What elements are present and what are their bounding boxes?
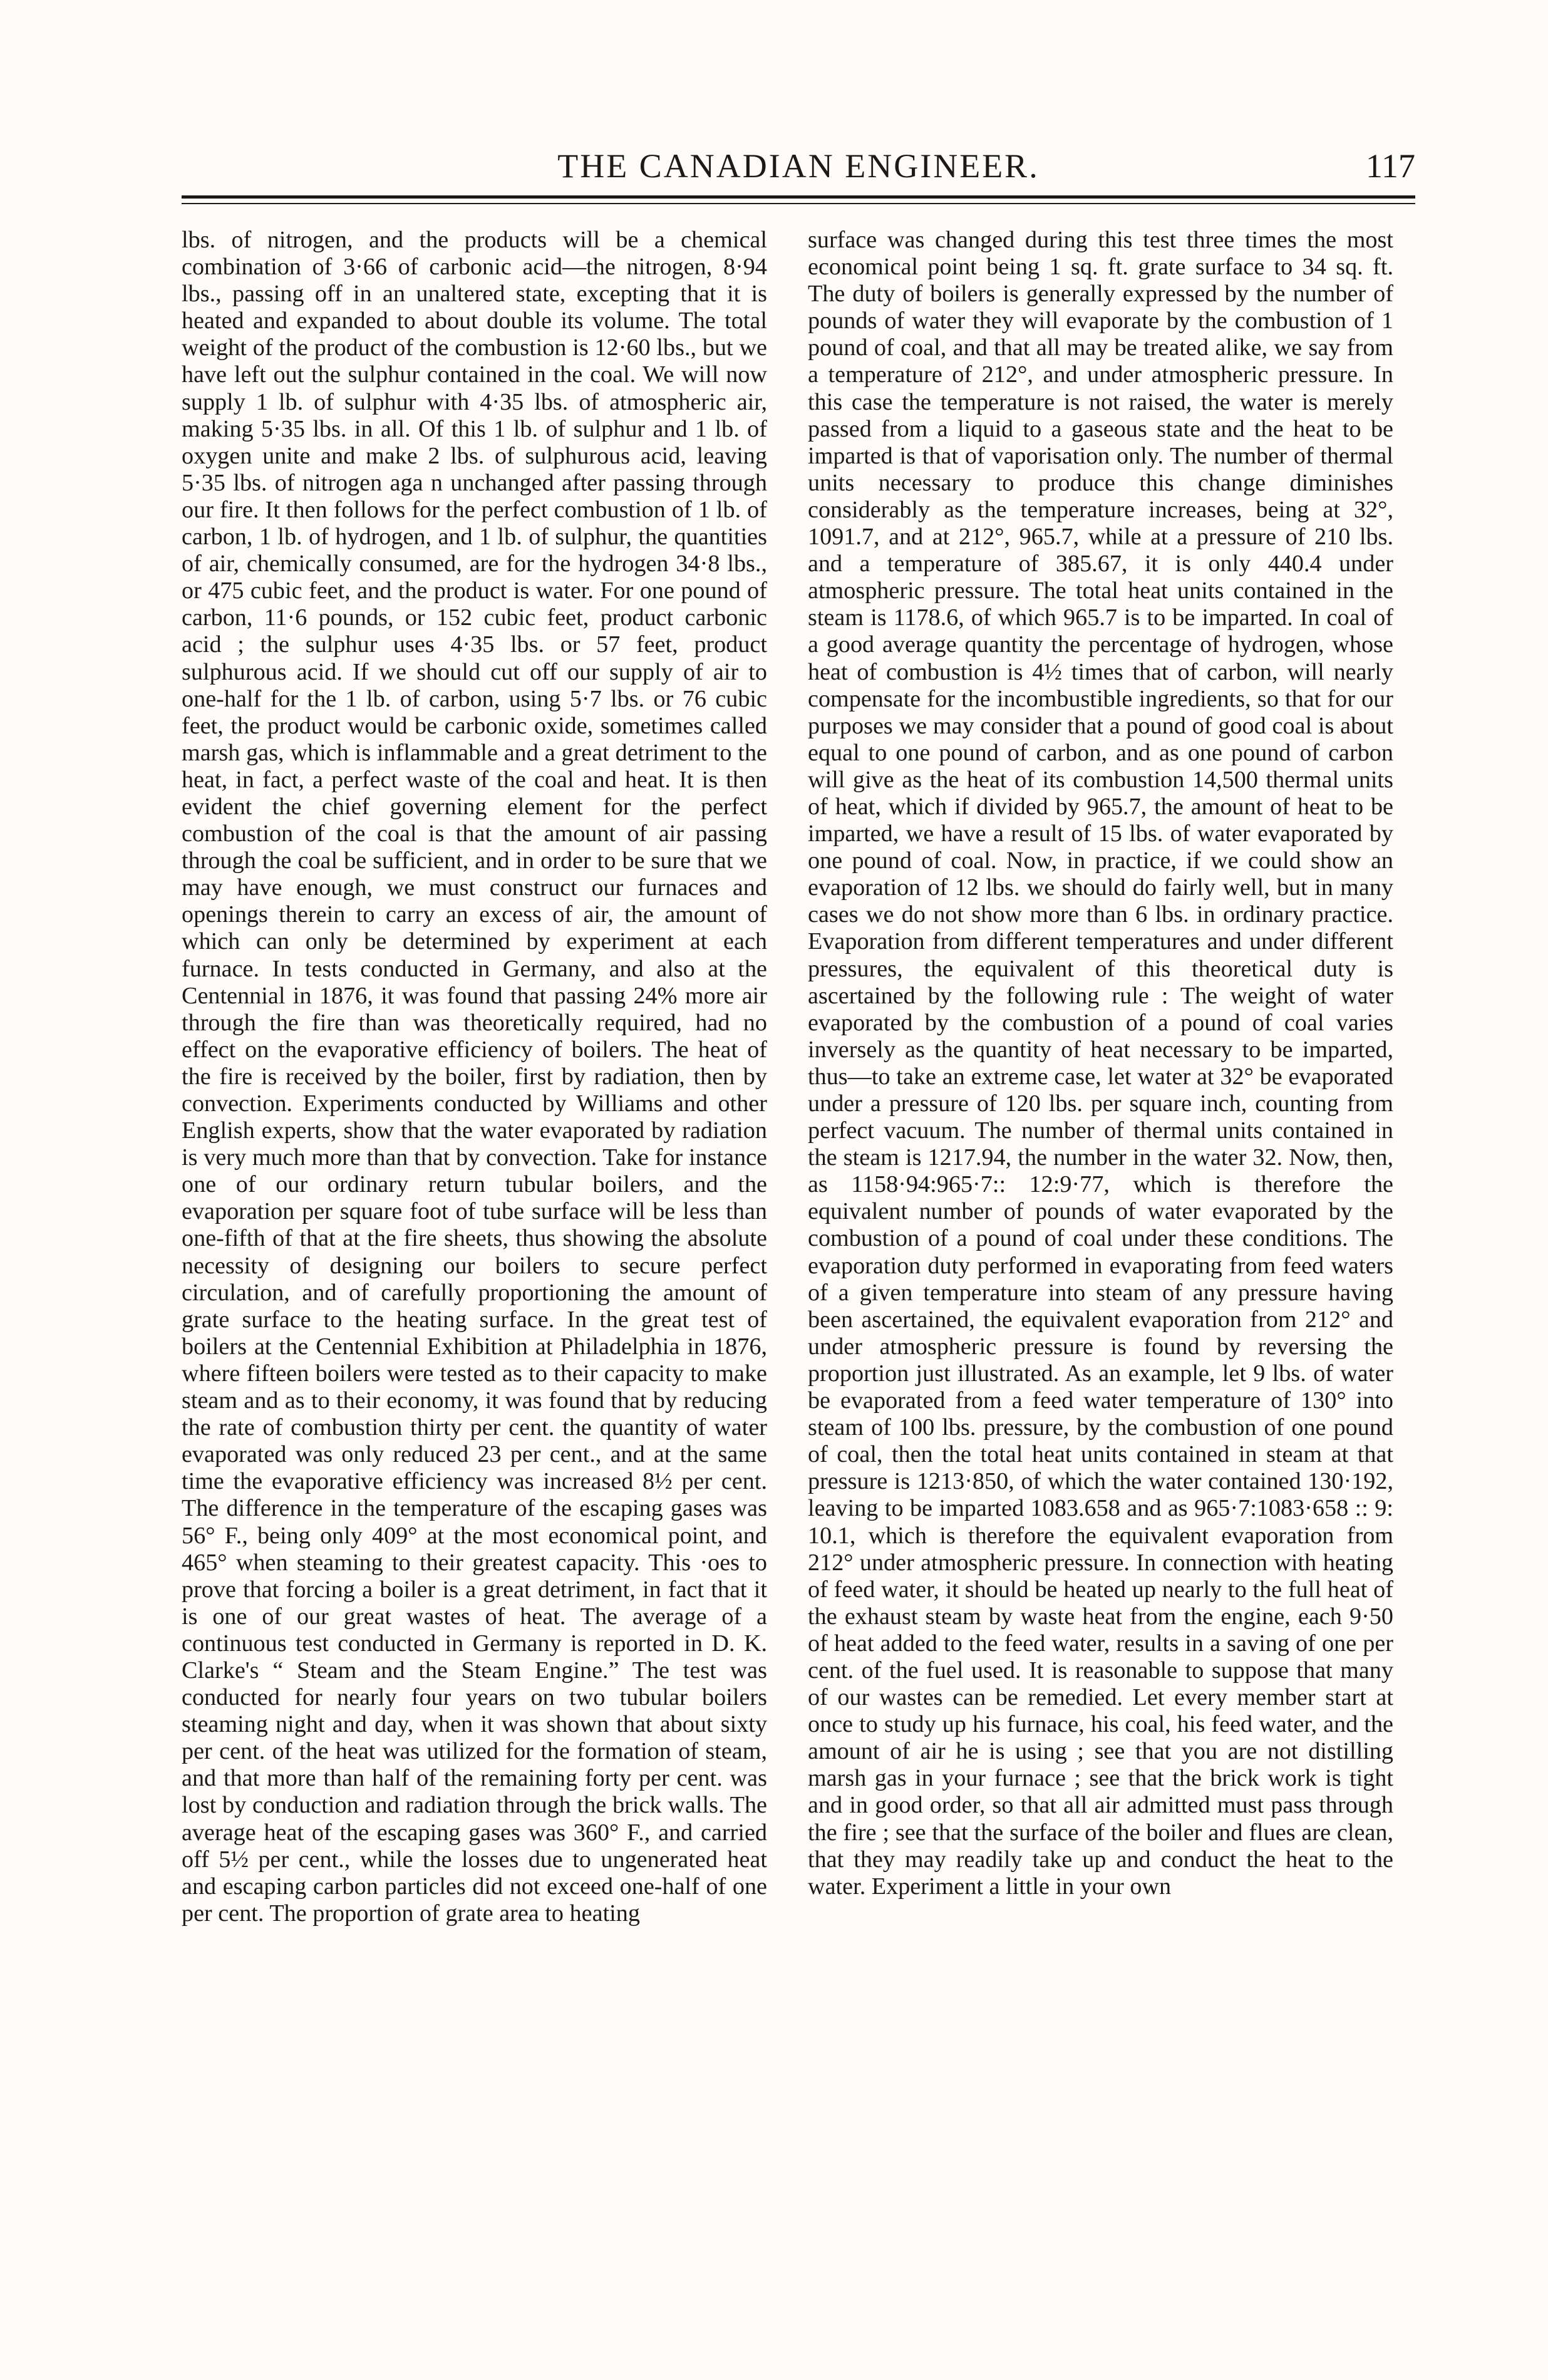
right-column — [808, 227, 1393, 2287]
page-header — [182, 144, 1415, 194]
page-number: 117 — [1366, 147, 1415, 185]
header-rule-thick — [182, 195, 1415, 199]
article-text-left: lbs. of nitrogen, and the products will be a chemical combination of 3·66 of carbonic acid—the nitrogen, 8·94 lbs., passing off in an unaltered state, excepting that it is heated and expanded to about double its volume. The total weight of the product of the combustion is 12·60 lbs., but we have left out the sulphur contained in the coal. We will now supply 1 lb. of sulphur with 4·35 lbs. of atmospheric air, making 5·35 lbs. in all. Of this 1 lb. of sulphur and 1 lb. of oxygen unite and make 2 lbs. of sulphurous acid, leaving 5·35 lbs. of nitrogen aga n unchanged after passing through our fire. It then follows for the perfect combustion of 1 lb. of carbon, 1 lb. of hydrogen, and 1 lb. of sulphur, the quantities of air, chemically consumed, are for the hydrogen 34·8 lbs., or 475 cubic feet, and the product is water. For one pound of carbon, 11·6 pounds, or 152 cubic feet, product carbonic acid ; the sulphur uses 4·35 lbs. or 57 feet, product sulphurous acid. If we should cut off our supply of air to one-half for the 1 lb. of carbon, using 5·7 lbs. or 76 cubic feet, the product would be carbonic oxide, sometimes called marsh gas, which is inflammable and a great detriment to the heat, in fact, a perfect waste of the coal and heat. It is then evident the chief governing element for the perfect combustion of the coal is that the amount of air passing through the coal be sufficient, and in order to be sure that we may have enough, we must construct our furnaces and openings therein to carry an excess of air, the amount of which can only be determined by experiment at each furnace. In tests conducted in Germany, and also at the Centennial in 1876, it was found that passing 24% more air through the fire than was theoretically required, had no effect on the evaporative efficiency of boilers. The heat of the fire is received by the boiler, first by radiation, then by convection. Experiments conducted by Williams and other English experts, show that the water evaporated by radiation is very much more than that by convection. Take for instance one of our ordinary return tubular boilers, and the evaporation per square foot of tube surface will be less than one-fifth of that at the fire sheets, thus showing the absolute necessity of designing our boilers to secure perfect circulation, and of carefully proportioning the amount of grate surface to the heating surface. In the great test of boilers at the Centennial Exhibition at Philadelphia in 1876, where fifteen boilers were tested as to their capacity to make steam and as to their economy, it was found that by reducing the rate of combustion thirty per cent. the quantity of water evaporated was only reduced 23 per cent., and at the same time the evaporative efficiency was increased 8½ per cent. The difference in the temperature of the escaping gases was 56° F., being only 409° at the most economical point, and 465° when steaming to their greatest capacity. This ·oes to prove that forcing a boiler is a great detriment, in fact that it is one of our great wastes of heat. The average of a continuous test conducted in Germany is reported in D. K. Clarke's “ Steam and the Steam Engine.” The test was conducted for nearly four years on two tubular boilers steaming night and day, when it was shown that about sixty per cent. of the heat was utilized for the formation of steam, and that more than half of the remaining forty per cent. was lost by conduction and radiation through the brick walls. The average heat of the escaping gases was 360° F., and carried off 5½ per cent., while the losses due to ungenerated heat and escaping carbon particles did not exceed one-half of one per cent. The proportion of grate area to heating — [182, 227, 767, 1927]
article-text-right: surface was changed during this test three times the most economical point being 1 sq. ft. grate surface to 34 sq. ft. The duty of boilers is generally expressed by the number of pounds of water they will evaporate by the combustion of 1 pound of coal, and that all may be treated alike, we say from a temperature of 212°, and under atmospheric pressure. In this case the temperature is not raised, the water is merely passed from a liquid to a gaseous state and the heat to be imparted is that of vaporisation only. The number of thermal units necessary to produce this change diminishes considerably as the temperature increases, being at 32°, 1091.7, and at 212°, 965.7, while at a pressure of 210 lbs. and a temperature of 385.67, it is only 440.4 under atmospheric pressure. The total heat units contained in the steam is 1178.6, of which 965.7 is to be imparted. In coal of a good average quantity the percentage of hydrogen, whose heat of combustion is 4½ times that of carbon, will nearly compensate for the incombustible ingredients, so that for our purposes we may consider that a pound of good coal is about equal to one pound of carbon, and as one pound of carbon will give as the heat of its combustion 14,500 thermal units of heat, which if divided by 965.7, the amount of heat to be imparted, we have a result of 15 lbs. of water evaporated by one pound of coal. Now, in practice, if we could show an evaporation of 12 lbs. we should do fairly well, but in many cases we do not show more than 6 lbs. in ordinary practice. Evaporation from different temperatures and under different pressures, the equivalent of this theoretical duty is ascertained by the following rule : The weight of water evaporated by the combustion of a pound of coal varies inversely as the quantity of heat necessary to be imparted, thus—to take an extreme case, let water at 32° be evaporated under a pressure of 120 lbs. per square inch, counting from perfect vacuum. The number of thermal units contained in the steam is 1217.94, the number in the water 32. Now, then, as 1158·94:965·7:: 12:9·77, which is therefore the equivalent number of pounds of water evaporated by the combustion of a pound of coal under these conditions. The evaporation duty performed in evaporating from feed waters of a given temperature into steam of any pressure having been ascertained, the equivalent evaporation from 212° and under atmospheric pressure is found by reversing the proportion just illustrated. As an example, let 9 lbs. of water be evaporated from a feed water temperature of 130° into steam of 100 lbs. pressure, by the combustion of one pound of coal, then the total heat units contained in steam at that pressure is 1213·850, of which the water contained 130·192, leaving to be imparted 1083.658 and as 965·7:1083·658 :: 9: 10.1, which is therefore the equivalent evaporation from 212° under atmospheric pressure. In connection with heating of feed water, it should be heated up nearly to the full heat of the exhaust steam by waste heat from the engine, each 9·50 of heat added to the feed water, results in a saving of one per cent. of the fuel used. It is reasonable to suppose that many of our wastes can be remedied. Let every member start at once to study up his furnace, his coal, his feed water, and the amount of air he is using ; see that you are not distilling marsh gas in your furnace ; see that the brick work is tight and in good order, so that all air admitted must pass through the fire ; see that the surface of the boiler and flues are clean, that they may readily take up and conduct the heat to the water. Experiment a little in your own — [808, 227, 1393, 1900]
header-rule-thin — [182, 203, 1415, 204]
publication-title: THE CANADIAN ENGINEER. — [557, 147, 1040, 185]
left-column — [182, 227, 767, 2287]
